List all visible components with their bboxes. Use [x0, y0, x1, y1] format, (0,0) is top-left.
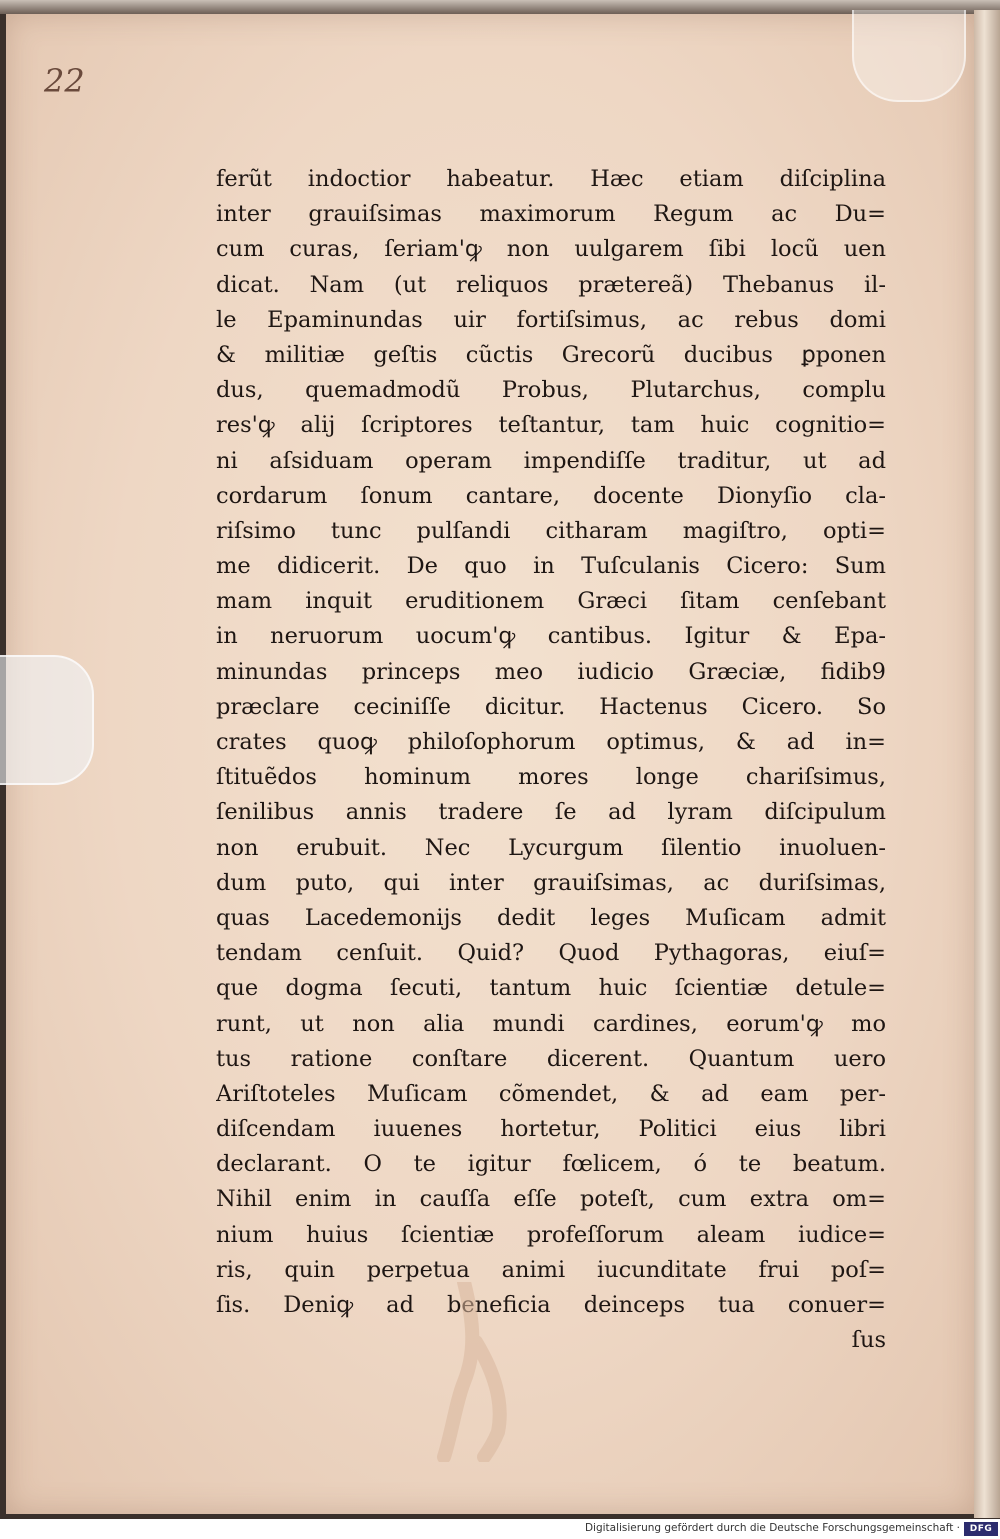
dfg-logo: DFG — [964, 1522, 998, 1536]
text-line: Ariſtoteles Muſicam cõmendet, & ad eam per- — [216, 1080, 886, 1107]
text-line: me didicerit. De quo in Tuſculanis Cicero: Sum — [216, 553, 886, 580]
text-line: præclare ceciniſſe dicitur. Hactenus Cicero. So — [216, 693, 886, 720]
text-line: minundas princeps meo iudicio Græciæ, fidib9 — [216, 658, 886, 685]
text-line: dicat. Nam (ut reliquos prætereã) Thebanus il- — [216, 271, 886, 298]
text-line: ſtituẽdos hominum mores longe chariſsimus, — [216, 764, 886, 791]
text-line: ſis. Deniꝙ ad beneficia deinceps tua conuer= — [216, 1292, 886, 1318]
text-line: cum curas, ſeriam'ꝙ non uulgarem ſibi locũ uen — [216, 236, 886, 263]
text-line: que dogma ſecuti, tantum huic ſcientiæ detule= — [216, 975, 886, 1002]
glass-clip-top — [852, 10, 966, 102]
text-line: Nihil enim in cauſſa eſſe poteſt, cum extra om= — [216, 1186, 886, 1213]
text-line: tus ratione conſtare dicerent. Quantum uero — [216, 1045, 886, 1072]
text-line: runt, ut non alia mundi cardines, eorum'ꝙ mo — [216, 1010, 886, 1037]
page-number: 22 — [44, 62, 85, 100]
text-line: res'ꝙ alij ſcriptores teſtantur, tam huic cognitio= — [216, 412, 886, 439]
text-block — [216, 162, 886, 1358]
funding-credit: Digitalisierung gefördert durch die Deutsche Forschungsgemeinschaft · — [584, 1522, 960, 1534]
text-line: ſenilibus annis tradere ſe ad lyram diſcipulum — [216, 799, 886, 826]
text-line: crates quoꝙ philoſophorum optimus, & ad in= — [216, 729, 886, 755]
book-page — [6, 14, 974, 1514]
text-line: dus, quemadmodũ Probus, Plutarchus, complu — [216, 377, 886, 404]
text-line: cordarum ſonum cantare, docente Dionyſio cla- — [216, 482, 886, 509]
footer-bar — [0, 1519, 1000, 1539]
text-line: ni aſsiduam operam impendiſſe traditur, ut ad — [216, 447, 886, 474]
text-line: declarant. O te igitur fœlicem, ó te beatum. — [216, 1151, 886, 1178]
text-line: tendam cenſuit. Quid? Quod Pythagoras, eiuſ= — [216, 940, 886, 967]
text-line: diſcendam iuuenes hortetur, Politici eius libri — [216, 1116, 886, 1143]
text-line: dum puto, qui inter grauiſsimas, ac duriſsimas, — [216, 869, 886, 896]
scan-top-edge — [0, 0, 1000, 14]
glass-clip-left — [0, 655, 94, 785]
page-edge — [974, 10, 1000, 1518]
text-line: ferũt indoctior habeatur. Hæc etiam diſciplina — [216, 166, 886, 192]
text-line: non erubuit. Nec Lycurgum ſilentio inuoluen- — [216, 834, 886, 861]
text-line: in neruorum uocum'ꝙ cantibus. Igitur & Epa- — [216, 623, 886, 650]
text-line: le Epaminundas uir fortiſsimus, ac rebus domi — [216, 306, 886, 333]
catchword: ſus — [851, 1327, 886, 1354]
text-line: & militiæ geſtis cũctis Grecorũ ducibus ꝑponen — [216, 341, 886, 368]
text-line: mam inquit eruditionem Græci ſitam cenſebant — [216, 588, 886, 615]
text-line: quas Lacedemonijs dedit leges Muſicam admit — [216, 904, 886, 931]
text-line: nium huius ſcientiæ profeſſorum aleam iudice= — [216, 1221, 886, 1248]
text-line: inter grauiſsimas maximorum Regum ac Du= — [216, 201, 886, 228]
text-line: ris, quin perpetua animi iucunditate frui poſ= — [216, 1256, 886, 1283]
text-line: riſsimo tunc pulſandi citharam magiſtro, opti= — [216, 517, 886, 544]
